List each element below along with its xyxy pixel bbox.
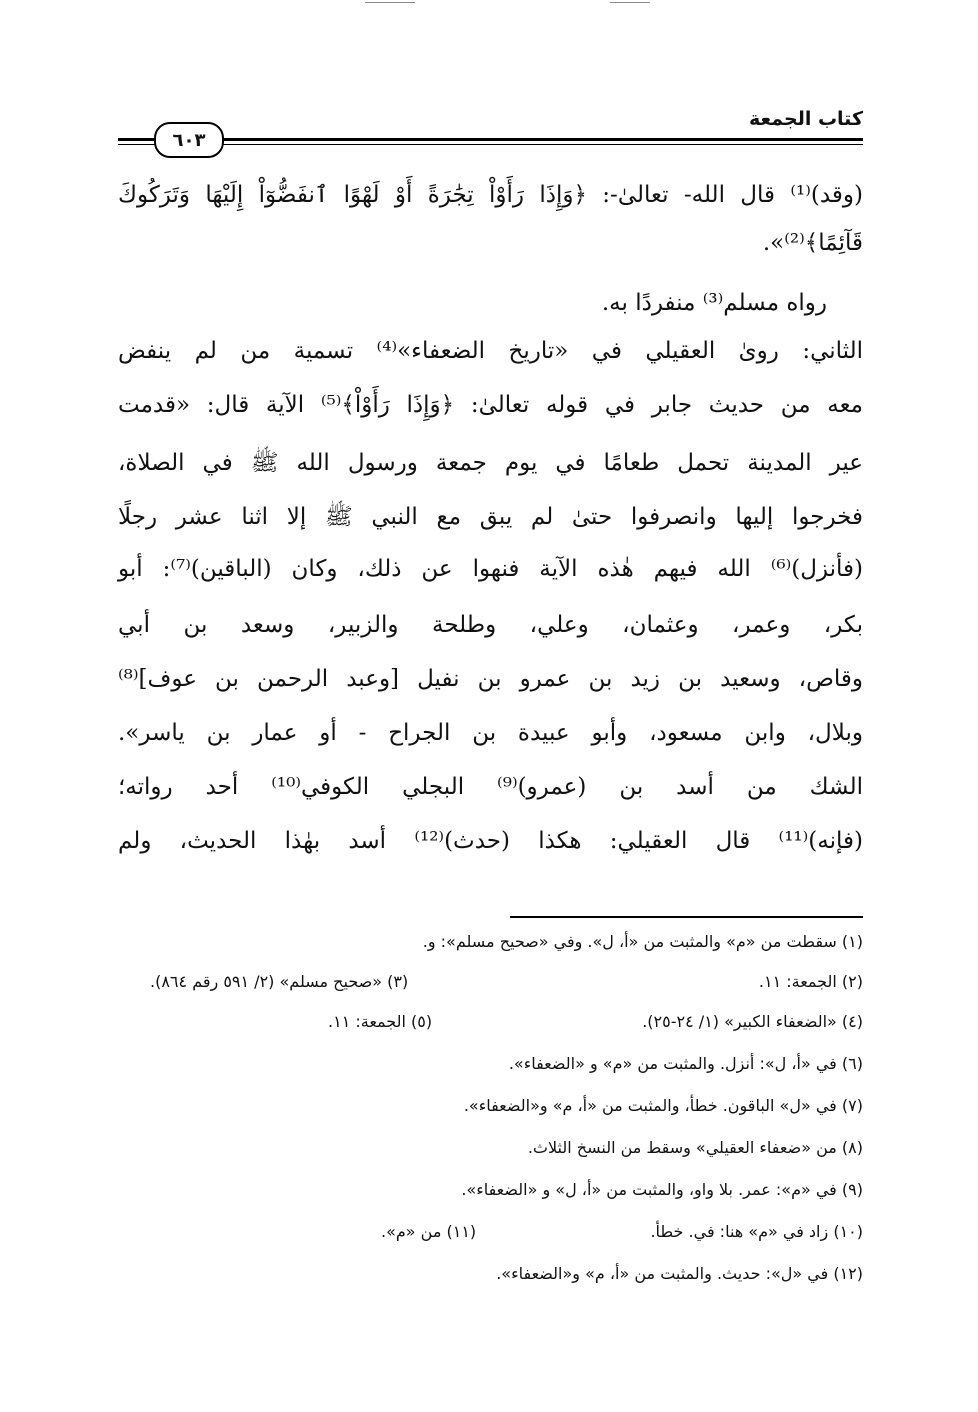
text-line: (فأنزل)⁽⁶⁾ الله فيهم هٰذه الآية فنهوا عن ذلك، وكان (الباقين)⁽⁷⁾: أبو — [118, 556, 863, 582]
footnote: (٩) في «م»: عمر. بلا واو، والمثبت من «أ، ل» و «الضعفاء». — [461, 1180, 863, 1199]
text-line: وقاص، وسعيد بن زيد بن عمرو بن نفيل [وعبد الرحمن بن عوف]⁽⁸⁾ — [118, 666, 863, 692]
footnote: (١) سقطت من «م» والمثبت من «أ، ل». وفي «صحيح مسلم»: و. — [422, 932, 863, 951]
footnote-separator — [510, 916, 863, 918]
footnote: (١٠) زاد في «م» هنا: في. خطأ. — [650, 1222, 863, 1241]
footnote: (١١) من «م». — [381, 1222, 477, 1241]
book-title: كتاب الجمعة — [749, 108, 863, 130]
footnote: (٦) في «أ، ل»: أنزل. والمثبت من «م» و «الضعفاء». — [508, 1054, 863, 1073]
footnote: (٣) «صحيح مسلم» (٢/ ٥٩١ رقم ٨٦٤). — [150, 972, 409, 991]
footnote: (٥) الجمعة: ١١. — [328, 1012, 433, 1031]
text-line: عير المدينة تحمل طعامًا في يوم جمعة ورسول الله ﷺ في الصلاة، — [118, 450, 863, 476]
footnote: (١٢) في «ل»: حديث. والمثبت من «أ، م» و«الضعفاء». — [496, 1264, 863, 1283]
page-number: ٦٠٣ — [154, 122, 224, 158]
header-rule-thick-left — [118, 138, 158, 141]
header-rule-thin-left — [118, 144, 158, 145]
text-line: الثاني: روىٰ العقيلي في «تاريخ الضعفاء»⁽⁴⁾ تسمية من لم ينفض — [118, 338, 863, 364]
footnote: (٧) في «ل» الباقون. خطأ، والمثبت من «أ، م» و«الضعفاء». — [463, 1096, 863, 1115]
text-line: (وقد)⁽¹⁾ قال الله- تعالىٰ-: ﴿وَإِذَا رَأَوْاْ تِجَٰرَةً أَوْ لَهْوًا ٱنفَضُّوٓاْ إِلَيْهَا وَتَرَكُوكَ — [118, 182, 863, 208]
text-line: قَآئِمًا﴾⁽²⁾». — [762, 230, 863, 256]
text-line: (فإنه)⁽¹¹⁾ قال العقيلي: هكذا (حدث)⁽¹²⁾ أسد بهٰذا الحديث، ولم — [118, 828, 863, 854]
text-line: فخرجوا إليها وانصرفوا حتىٰ لم يبق مع النبي ﷺ إلا اثنا عشر رجلًا — [118, 504, 863, 530]
header-rule-thin — [218, 144, 863, 145]
text-line: وبلال، وابن مسعود، وأبو عبيدة بن الجراح - أو عمار بن ياسر». — [118, 720, 863, 746]
top-scan-marks — [365, 0, 685, 6]
text-line: الشك من أسد بن (عمرو)⁽⁹⁾ البجلي الكوفي⁽¹⁰⁾ أحد رواته؛ — [118, 774, 863, 800]
text-line: بكر، وعمر، وعثمان، وعلي، وطلحة والزبير، وسعد بن أبي — [118, 612, 863, 638]
footnote: (٤) «الضعفاء الكبير» (١/ ٢٤-٢٥). — [642, 1012, 863, 1031]
text-line: رواه مسلم⁽³⁾ منفردًا به. — [601, 290, 827, 316]
header-rule-thick — [218, 138, 863, 141]
footnote: (٨) من «ضعفاء العقيلي» وسقط من النسخ الثلاث. — [527, 1138, 863, 1157]
page-header — [118, 108, 863, 158]
footnote: (٢) الجمعة: ١١. — [758, 972, 863, 991]
text-line: معه من حديث جابر في قوله تعالىٰ: ﴿وَإِذَا رَأَوْاْ﴾⁽⁵⁾ الآية قال: «قدمت — [118, 392, 863, 418]
